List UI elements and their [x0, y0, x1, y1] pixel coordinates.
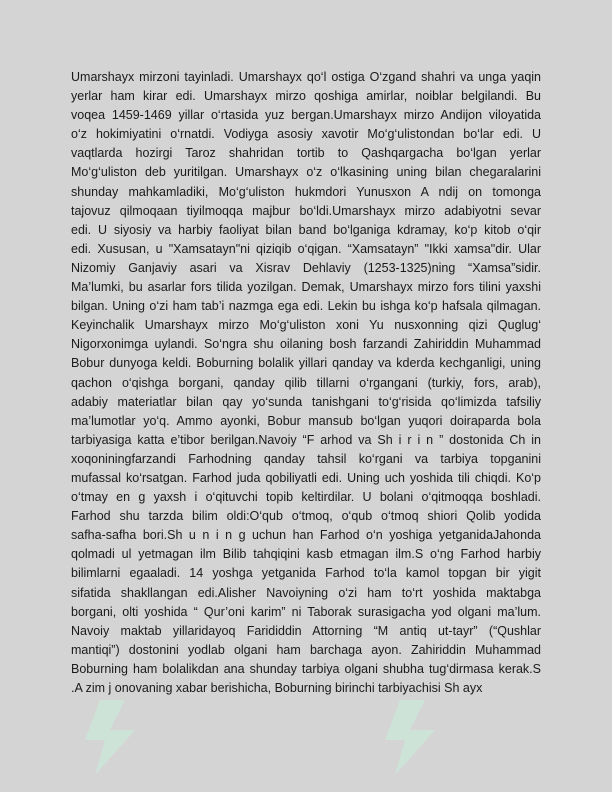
text-line: Ma’lumki, bu asarlar fors tilida yozilgan. Demak, Umarshayx mirzo fors tilini yaxshi	[71, 280, 541, 295]
body-text	[71, 68, 541, 698]
text-line: mantiqi”) dostonini yodlab olgani ham barchaga ayon. Zahiriddin Muhammad	[71, 642, 541, 657]
logo-watermark-icon	[70, 690, 160, 780]
text-line: .A zim j onovaning xabar berishicha, Boburning birinchi tarbiyachisi Sh ayx	[71, 681, 483, 695]
text-line: shunday mahkamladiki, Mo‘g‘uliston hukmdori Yunusxon A ndij on tomonga	[71, 184, 541, 199]
text-line: tajovuz qilmoqaan tiyilmoqqa majbur bo‘ldi.Umarshayx mirzo adabiyotni sevar	[71, 203, 541, 218]
text-line: edi. Xususan, u "Xamsatayn"ni qiziqib o‘qigan. “Xamsatayn” "Ikki xamsa"dir. Ular	[71, 241, 541, 256]
text-line: qachon o‘qishga borgani, qanday qilib tillarni o‘rgangani (turkiy, fors, arab),	[71, 375, 541, 390]
text-line: adabiy materiatlar bilan qay yo‘sunda tanishgani to‘g‘risida qo‘limizda tafsiliy	[71, 394, 541, 409]
text-line: Navoiy maktab yillaridayoq Farididdin Attorning “M antiq ut-tayr” (“Qushlar	[71, 623, 541, 638]
text-line: tarbiyasiga katta e’tibor berilgan.Navoiy “F arhod va Sh i r i n ” dostonida Ch in	[71, 432, 541, 447]
text-line: vaqtlarda hozirgi Taroz shahridan tortib to Qashqargacha bo‘lgan yerlar	[71, 146, 541, 161]
text-line: xoqoniningfarzandi Farhodning qanday tahsil ko‘rgani va tarbiya topganini	[71, 451, 541, 466]
text-line: bilgan. Uning o‘zi ham tab’i nazmga ega edi. Lekin bu ishga ko‘p hafsala qilmagan.	[71, 299, 541, 314]
text-line: voqea 1459-1469 yillar o‘rtasida yuz bergan.Umarshayx mirzo Andijon viloyatida	[71, 108, 541, 123]
text-line: Keyinchalik Umarshayx mirzo Mo‘g‘uliston xoni Yu nusxonning qizi Quglug‘	[71, 318, 541, 333]
text-line: o‘tmay en g yaxsh i o‘qituvchi topib keltirdilar. U bolani o‘qitmoqqa boshladi.	[71, 490, 541, 505]
text-line: sifatida shakllangan edi.Alisher Navoiyning o‘zi ham to‘rt yoshida maktabga	[71, 585, 541, 600]
text-line: Nizomiy Ganjaviy asari va Xisrav Dehlaviy (1253-1325)ning “Xamsa”sidir.	[71, 260, 541, 275]
text-line: qolmadi ul yetmagan ilm Bilib tahqiqini kasb etmagan ilm.S o‘ng Farhod harbiy	[71, 547, 541, 562]
text-line: Bobur dunyoga keldi. Boburning bolalik yillari qanday va kderda kechganligi, uning	[71, 356, 541, 371]
text-line: Umarshayx mirzoni tayinladi. Umarshayx qo‘l ostiga O‘zgand shahri va unga yaqin	[71, 70, 541, 84]
text-line: Mo‘g‘uliston deb yuritilgan. Umarshayx o‘z o‘lkasining uning bilan chegaralarini	[71, 165, 541, 180]
text-line: o‘z hokimiyatini o‘rnatdi. Vodiyga asosiy xavotir Mo‘g‘ulistondan bo‘lar edi. U	[71, 127, 541, 142]
text-line: Boburning ham bolalikdan ana shunday tarbiya olgani shubha tug‘dirmasa kerak.S	[71, 661, 541, 676]
text-line: Nigorxonimga uylandi. So‘ngra shu oilaning bosh farzandi Zahiriddin Muhammad	[71, 337, 541, 352]
text-line: mufassal ko‘rsatgan. Farhod juda qobiliyatli edi. Uning uch yoshida tili chiqdi. Ko‘p	[71, 470, 541, 485]
text-line: borgani, olti yoshida “ Qur’oni karim” ni Taborak surasigacha yod olgani ma’lum.	[71, 604, 541, 619]
text-line: edi. U siyosiy va harbiy faoliyat bilan band bo‘lganiga kdramay, ko‘p kitob o‘qir	[71, 222, 541, 237]
text-line: bilimlarni egaaladi. 14 yoshga yetganida Farhod to‘la kamol topgan bir yigit	[71, 566, 541, 581]
text-line: Farhod shu tarzda bilim oldi:O‘qub o‘tmoq, o‘qub o‘tmoq shiori Qolib yodida	[71, 509, 541, 524]
text-line: yerlar ham kirar edi. Umarshayx mirzo qoshiga amirlar, noiblar belgilandi. Bu	[71, 89, 541, 104]
logo-watermark-icon	[370, 690, 460, 780]
text-line: ma’lumotlar yo‘q. Ammo ayonki, Bobur mansub bo‘lgan yuqori doiraparda bola	[71, 413, 541, 428]
text-line: safha-safha bori.Sh u n i n g uchun han Farhod o‘n yoshiga yetganidaJahonda	[71, 528, 541, 543]
